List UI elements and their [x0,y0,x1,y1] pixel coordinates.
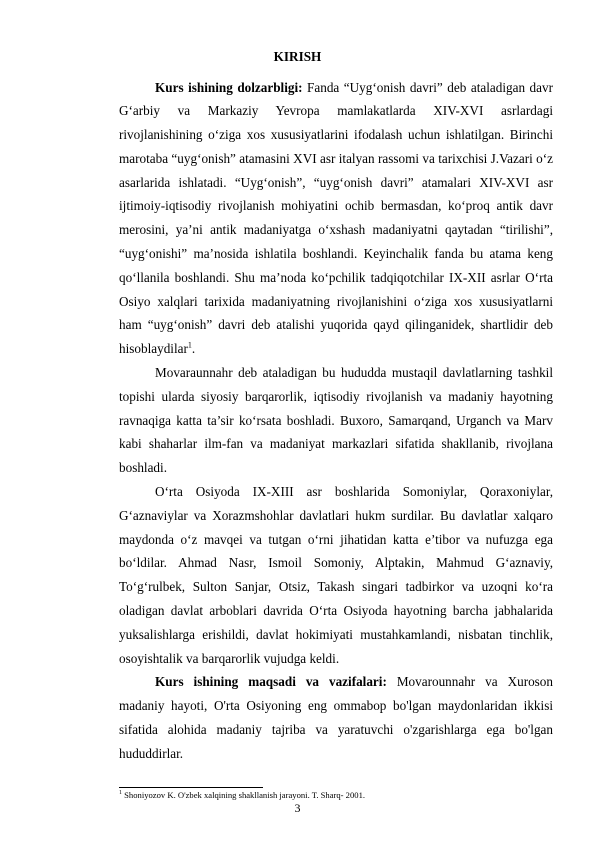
paragraph-goals [119,670,553,765]
footnote-text: Shoniyozov K. O'zbek xalqining shakllanish jarayoni. T. Sharq- 2001. [122,790,366,800]
footnote-mark: 1 [119,790,122,797]
section-heading: KIRISH [273,49,322,64]
body-text [119,76,553,766]
footnote-reference[interactable]: 1 [187,340,192,350]
paragraph-movaraunnahr: Movaraunnahr deb ataladigan bu hududda mustaqil davlatlarning tashkil topishi ularda siyosiy barqarorlik, iqtisodiy rivojlanish va madaniy hayotning ravnaqiga katta ta’sir ko‘rsata boshladi. Buxoro, Samarqand, Urganch va Marv kabi shaharlar ilm-fan va madaniyat markazlari sifatida shakllanib, rivojlana boshladi. [119,365,553,476]
footnote-divider [119,787,263,788]
footnote [119,790,553,801]
goals-lead: Kurs ishining maqsadi va vazifalari: [155,674,387,690]
relevance-text: Fanda “Uyg‘onish davri” deb ataladigan davr G‘arbiy va Markaziy Yevropa mamlakatlarda XIV-XVI asrlardagi rivojlanishining o‘ziga xos xususiyatlarini ifodalash uchun ishlatilgan. Birinchi marotaba “uyg‘onish” atamasini XVI asr italyan rassomi va tarixchisi J.Vazari o‘z asarlarida ishlatadi. “Uyg‘onish”, “uyg‘onish davri” atamalari XIV-XVI asr ijtimoiy-iqtisodiy rivojlanish mohiyatini ochib bermasdan, ko‘proq antik davr merosini, ya’ni antik madaniyatga o‘xshash madaniyatni qaytadan “tirilishi”, “uyg‘onishi” ma’nosida ishlatila boshlandi. Keyinchalik fanda bu atama keng qo‘llanila boshlandi. Shu ma’noda ko‘pchilik tadqiqotchilar IX-XII asrlar O‘rta Osiyo xalqlari tarixida madaniyatning rivojlanishini o‘ziga xos xususiyatlarni ham “uyg‘onish” davri deb atalishi yuqorida qayd qilinganidek, shartlidir deb hisoblaydilar [119,79,553,357]
goals-text: Movarounnahr va Xuroson madaniy hayoti, O'rta Osiyoning eng ommabop bo'lgan maydonlaridan ikkisi sifatida alohida madaniy tajriba va yaratuvchi o'zgarishlarga ega bo'lgan hududdirlar. [119,674,553,761]
relevance-lead: Kurs ishining dolzarbligi: [155,79,303,95]
page-number: 3 [294,801,301,815]
paragraph-states: O‘rta Osiyoda IX-XIII asr boshlarida Somoniylar, Qoraxoniylar, G‘aznaviylar va Xorazmshohlar davlatlari hukm surdilar. Bu davlatlar xalqaro maydonda o‘z mavqei va tutgan o‘rni jihatidan katta e’tibor va nufuzga ega bo‘ldilar. Ahmad Nasr, Ismoil Somoniy, Alptakin, Mahmud G‘aznaviy, To‘g‘rulbek, Sulton Sanjar, Otsiz, Takash singari tadbirkor va uzoqni ko‘ra oladigan davlat arboblari davrida O‘rta Osiyoda hayotning barcha jabhalarida yuksalishlarga erishildi, davlat hokimiyati mustahkamlandi, nisbatan tinchlik, osoyishtalik va barqarorlik vujudga keldi. [119,484,553,666]
relevance-tail: . [191,341,196,357]
paragraph-relevance [119,76,553,362]
